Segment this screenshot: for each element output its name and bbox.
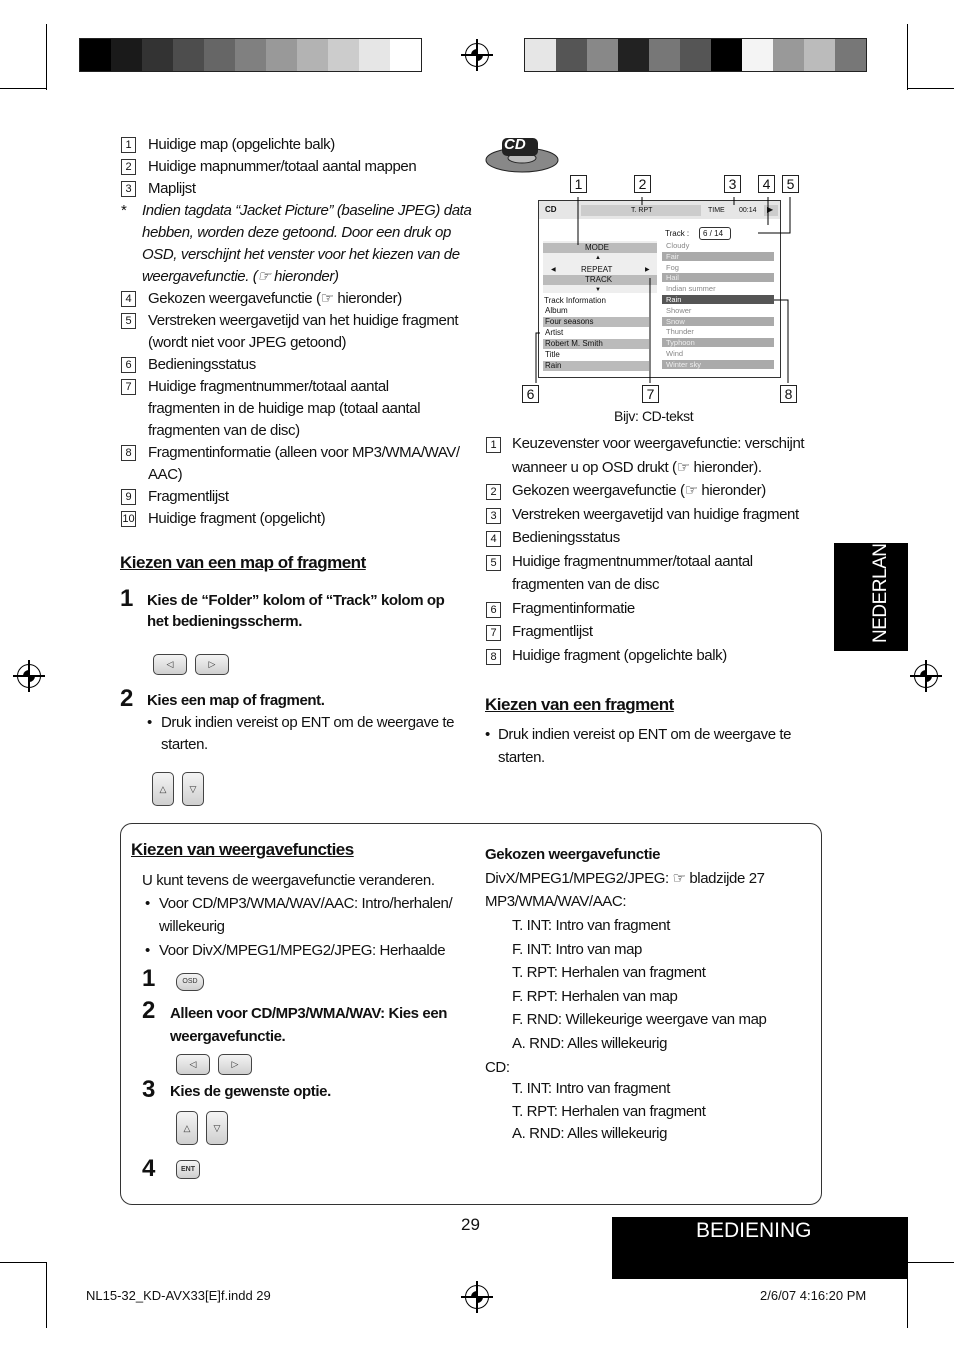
legend-text: Bedieningsstatus bbox=[512, 529, 620, 546]
bullet-text: Voor DivX/MPEG1/MPEG2/JPEG: Herhaalde bbox=[159, 942, 446, 959]
legend-number: 3 bbox=[121, 181, 136, 197]
legend-text: Huidige fragment (opgelicht) bbox=[148, 510, 326, 527]
info-item: Artist bbox=[545, 328, 564, 337]
bullet: • bbox=[145, 942, 150, 959]
up-button-icon[interactable]: △ bbox=[152, 772, 174, 806]
mode-item: A. RND: Alles willekeurig bbox=[512, 1125, 668, 1142]
step-text: Kies de gewenste optie. bbox=[170, 1083, 331, 1100]
info-item: Robert M. Smith bbox=[545, 339, 603, 348]
legend-text: Gekozen weergavefunctie (☞ hieronder) bbox=[148, 290, 402, 307]
section-tab bbox=[612, 1217, 908, 1279]
legend-text: Huidige mapnummer/totaal aantal mappen bbox=[148, 158, 417, 175]
track-item: Indian summer bbox=[666, 284, 716, 294]
legend-text: Fragmentlijst bbox=[148, 488, 229, 505]
crop-mark bbox=[907, 1262, 954, 1263]
legend-text: Fragmentinformatie bbox=[512, 599, 635, 617]
language-tab-label: NEDERLANDS bbox=[870, 518, 891, 643]
box-intro: U kunt tevens de weergavefunctie veranderen. bbox=[142, 872, 435, 889]
mode-item: A. RND: Alles willekeurig bbox=[512, 1034, 668, 1052]
legend-number: 1 bbox=[121, 137, 136, 153]
registration-mark-icon bbox=[17, 664, 41, 688]
right-button-icon[interactable]: ▷ bbox=[218, 1054, 252, 1075]
legend-text: Fragmentlijst bbox=[512, 623, 593, 640]
step-text: weergavefunctie. bbox=[170, 1028, 286, 1045]
screen-repeat: REPEAT bbox=[581, 265, 613, 274]
note-text: weergavefunctie. (☞ hieronder) bbox=[142, 268, 339, 285]
legend-number: 10 bbox=[122, 513, 135, 525]
step-number: 1 bbox=[142, 965, 156, 992]
bullet-text: willekeurig bbox=[159, 918, 225, 935]
right-arrow-icon: ▶ bbox=[645, 267, 650, 273]
crop-mark bbox=[46, 1262, 47, 1328]
bullet-text: starten. bbox=[161, 736, 208, 753]
track-item: Snow bbox=[666, 316, 685, 326]
callout-number: 5 bbox=[782, 175, 799, 193]
box-mp3-line: MP3/WMA/WAV/AAC: bbox=[485, 893, 627, 910]
screen-time: 00:14 bbox=[739, 207, 757, 214]
legend-number: 3 bbox=[486, 508, 501, 524]
screen-mode: T. RPT bbox=[631, 207, 653, 214]
track-item: Fog bbox=[666, 262, 679, 272]
legend-text: wanneer u op OSD drukt (☞ hieronder). bbox=[512, 458, 762, 476]
screen-cd-label: CD bbox=[545, 205, 557, 214]
legend-number: 2 bbox=[486, 484, 501, 500]
registration-mark-icon bbox=[914, 664, 938, 688]
figure-caption: Bijv: CD-tekst bbox=[614, 408, 694, 424]
legend-number: 2 bbox=[121, 159, 136, 175]
step-number: 4 bbox=[142, 1155, 156, 1182]
info-item: Rain bbox=[545, 361, 562, 370]
track-item: Hail bbox=[666, 273, 679, 283]
legend-text: Verstreken weergavetijd van huidige fragment bbox=[512, 505, 799, 523]
legend-text: Huidige fragment (opgelichte balk) bbox=[512, 646, 727, 664]
info-item: Album bbox=[545, 306, 568, 315]
legend-number: 8 bbox=[486, 649, 501, 665]
left-arrow-icon: ◀ bbox=[551, 267, 556, 273]
legend-text: Gekozen weergavefunctie (☞ hieronder) bbox=[512, 482, 766, 499]
crop-mark bbox=[0, 88, 47, 89]
footer-file-info: NL15-32_KD-AVX33[E]f.indd 29 bbox=[86, 1288, 271, 1303]
crop-mark bbox=[907, 24, 908, 90]
right-button-icon[interactable]: ▷ bbox=[195, 654, 229, 675]
screen-track-label: Track : bbox=[665, 229, 690, 238]
legend-text: Fragmentinformatie (alleen voor MP3/WMA/WAV/ bbox=[148, 444, 460, 461]
legend-number: 4 bbox=[121, 291, 136, 307]
callout-number: 7 bbox=[642, 385, 659, 403]
left-button-icon[interactable]: ◁ bbox=[153, 654, 187, 675]
legend-number: 9 bbox=[121, 489, 136, 505]
step-text: Kies de “Folder” kolom of “Track” kolom op bbox=[147, 592, 445, 609]
legend-text: fragmenten in de huidige map (totaal aantal bbox=[148, 400, 421, 417]
box-cd-line: CD: bbox=[485, 1059, 510, 1076]
legend-text: Huidige fragmentnummer/totaal aantal bbox=[512, 552, 753, 570]
legend-text: Keuzevenster voor weergavefunctie: verschijnt bbox=[512, 435, 805, 452]
osd-button[interactable]: OSD bbox=[176, 973, 204, 991]
step-number: 2 bbox=[120, 685, 134, 712]
note-text: Indien tagdata “Jacket Picture” (baseline JPEG) data bbox=[142, 202, 472, 219]
note-mark: * bbox=[121, 202, 127, 219]
step-number: 2 bbox=[142, 997, 156, 1024]
crop-mark bbox=[46, 24, 47, 90]
section-tab-label: BEDIENING bbox=[696, 1219, 812, 1242]
step-text: Alleen voor CD/MP3/WMA/WAV: Kies een bbox=[170, 1005, 448, 1022]
cd-logo: CD bbox=[504, 136, 526, 153]
box-divx-line: DivX/MPEG1/MPEG2/JPEG: ☞ bladzijde 27 bbox=[485, 870, 765, 887]
track-item: Rain bbox=[666, 295, 682, 304]
note-text: OSD, verschijnt het venster voor het kiezen van de bbox=[142, 246, 460, 263]
screen-info-title: Track Information bbox=[544, 296, 606, 305]
legend-number: 6 bbox=[486, 602, 501, 618]
callout-number: 2 bbox=[634, 175, 651, 193]
box-heading: Kiezen van weergavefuncties bbox=[131, 840, 354, 859]
section-heading-fragment: Kiezen van een fragment bbox=[485, 695, 674, 714]
track-item: Typhoon bbox=[666, 338, 695, 348]
legend-text: AAC) bbox=[148, 466, 183, 483]
step-text: het bedieningsscherm. bbox=[147, 613, 302, 630]
section-heading-map: Kiezen van een map of fragment bbox=[120, 553, 366, 572]
legend-text: Maplijst bbox=[148, 180, 196, 197]
up-button-icon[interactable]: △ bbox=[176, 1111, 198, 1145]
callout-number: 1 bbox=[570, 175, 587, 193]
up-arrow-icon: ▲ bbox=[595, 255, 601, 261]
mode-item: F. RPT: Herhalen van map bbox=[512, 987, 678, 1005]
legend-text: Bedieningsstatus bbox=[148, 356, 256, 373]
down-arrow-icon: ▼ bbox=[595, 287, 601, 293]
mode-item: T. INT: Intro van fragment bbox=[512, 1080, 670, 1097]
legend-number: 5 bbox=[486, 555, 501, 571]
track-item: Thunder bbox=[666, 327, 694, 337]
info-item: Title bbox=[545, 350, 560, 359]
callout-number: 6 bbox=[522, 385, 539, 403]
ent-button[interactable]: ENT bbox=[176, 1160, 200, 1179]
page-number: 29 bbox=[461, 1215, 480, 1234]
legend-text: fragmenten van de disc) bbox=[148, 422, 300, 439]
step-text: Kies een map of fragment. bbox=[147, 692, 325, 709]
mode-item: T. RPT: Herhalen van fragment bbox=[512, 964, 706, 981]
track-item: Fair bbox=[666, 251, 679, 261]
legend-number: 1 bbox=[486, 437, 501, 453]
mode-item: F. RND: Willekeurige weergave van map bbox=[512, 1011, 767, 1028]
info-item: Four seasons bbox=[545, 317, 594, 326]
legend-text: Huidige map (opgelichte balk) bbox=[148, 136, 335, 153]
legend-number: 7 bbox=[121, 379, 136, 395]
step-number: 3 bbox=[142, 1076, 156, 1103]
bullet-text: Druk indien vereist op ENT om de weergave te bbox=[498, 726, 792, 743]
color-bar-left bbox=[79, 38, 422, 72]
language-tab bbox=[834, 518, 908, 651]
screen-track: TRACK bbox=[585, 275, 613, 284]
step-number: 1 bbox=[120, 585, 134, 612]
mode-item: F. INT: Intro van map bbox=[512, 940, 642, 958]
down-button-icon[interactable]: ▽ bbox=[206, 1111, 228, 1145]
legend-text: (wordt niet voor JPEG getoond) bbox=[148, 334, 347, 351]
bullet: • bbox=[145, 895, 150, 912]
mode-item: T. RPT: Herhalen van fragment bbox=[512, 1102, 706, 1120]
legend-number: 8 bbox=[121, 445, 136, 461]
bullet: • bbox=[147, 714, 152, 731]
box-right-heading: Gekozen weergavefunctie bbox=[485, 846, 661, 863]
left-button-icon[interactable]: ◁ bbox=[176, 1054, 210, 1075]
color-bar-right bbox=[524, 38, 867, 72]
down-button-icon[interactable]: ▽ bbox=[182, 772, 204, 806]
bullet: • bbox=[485, 726, 490, 743]
track-item: Winter sky bbox=[666, 359, 702, 369]
track-item: Shower bbox=[666, 305, 692, 315]
legend-number: 6 bbox=[121, 357, 136, 373]
screen-mode-item: MODE bbox=[585, 243, 609, 252]
callout-number: 4 bbox=[758, 175, 775, 193]
registration-mark-icon bbox=[465, 1285, 489, 1309]
legend-number: 4 bbox=[486, 531, 501, 547]
screen-track-count: 6 / 14 bbox=[703, 229, 724, 238]
footer-date: 2/6/07 4:16:20 PM bbox=[760, 1288, 867, 1303]
registration-mark-icon bbox=[465, 43, 489, 67]
legend-number: 5 bbox=[121, 313, 136, 329]
crop-mark bbox=[0, 1262, 47, 1263]
note-text: hebben, worden deze getoond. Door een druk op bbox=[142, 224, 451, 241]
legend-number: 7 bbox=[486, 625, 501, 641]
legend-text: Verstreken weergavetijd van het huidige fragment bbox=[148, 312, 459, 329]
bullet-text: starten. bbox=[498, 749, 545, 766]
callout-number: 8 bbox=[780, 385, 797, 403]
track-item: Cloudy bbox=[666, 241, 690, 250]
bullet-text: Druk indien vereist op ENT om de weergave te bbox=[161, 714, 455, 731]
crop-mark bbox=[907, 88, 954, 89]
callout-number: 3 bbox=[724, 175, 741, 193]
legend-text: Huidige fragmentnummer/totaal aantal bbox=[148, 378, 389, 395]
mode-item: T. INT: Intro van fragment bbox=[512, 917, 670, 934]
legend-text: fragmenten van de disc bbox=[512, 576, 660, 593]
bullet-text: Voor CD/MP3/WMA/WAV/AAC: Intro/herhalen/ bbox=[159, 895, 453, 912]
screen-time-label: TIME bbox=[708, 207, 725, 214]
track-item: Wind bbox=[666, 349, 684, 358]
play-icon: ▶ bbox=[767, 205, 774, 214]
